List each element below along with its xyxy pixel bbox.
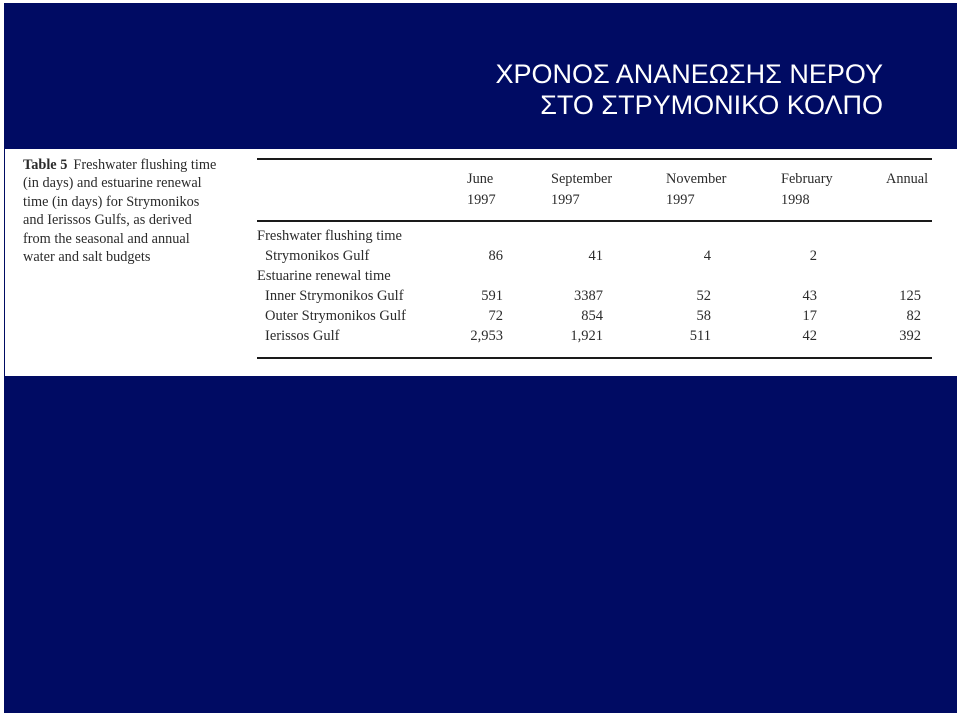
table-top-rule [257,158,932,160]
table-cell: 82 [906,308,921,324]
table-cell: 125 [899,288,921,304]
table-cell: 3387 [574,288,603,304]
table-cell: 58 [696,308,711,324]
row-label: Ierissos Gulf [265,328,340,344]
caption-label: Table 5 [23,157,68,173]
row-label: Outer Strymonikos Gulf [265,308,406,324]
col-header-november: November 1997 [666,171,727,208]
title-line-2: ΣΤΟ ΣΤΡΥΜΟΝΙΚΟ ΚΟΛΠΟ [540,90,883,120]
col-header-february: February 1998 [781,171,833,208]
table-caption [23,156,223,266]
col-header-june: June 1997 [467,171,496,208]
title-line-1: ΧΡΟΝΟΣ ΑΝΑΝΕΩΣΗΣ ΝΕΡΟΥ [495,59,883,89]
table-cell: 52 [696,288,711,304]
table-cell: 591 [481,288,503,304]
table-cell: 392 [899,328,921,344]
table-cell: 4 [703,248,711,264]
row-label: Inner Strymonikos Gulf [265,288,404,304]
table-header-rule [257,220,932,222]
col-header-annual: Annual [886,171,929,187]
section-label-freshwater: Freshwater flushing time [257,228,402,244]
section-label-estuarine: Estuarine renewal time [257,268,391,284]
table-cell: 17 [802,308,817,324]
table-bottom-rule [257,357,932,359]
table-cell: 1,921 [570,328,603,344]
row-label: Strymonikos Gulf [265,248,370,264]
table-figure [5,149,957,376]
table-cell: 43 [802,288,817,304]
table-cell: 2 [809,248,817,264]
slide-title [496,59,883,121]
table-cell: 2,953 [470,328,503,344]
table-cell: 86 [488,248,503,264]
table-cell: 72 [488,308,503,324]
table-cell: 854 [581,308,603,324]
col-header-september: September 1997 [551,171,613,208]
table-cell: 511 [689,328,711,344]
caption-text: Freshwater flushing time (in days) and estuarine renewal time (in days) for Strymonikos and Ierissos Gulfs, as derived from the seasonal and annual water and salt budgets [23,157,217,266]
table-cell: 42 [802,328,817,344]
table-cell: 41 [588,248,603,264]
